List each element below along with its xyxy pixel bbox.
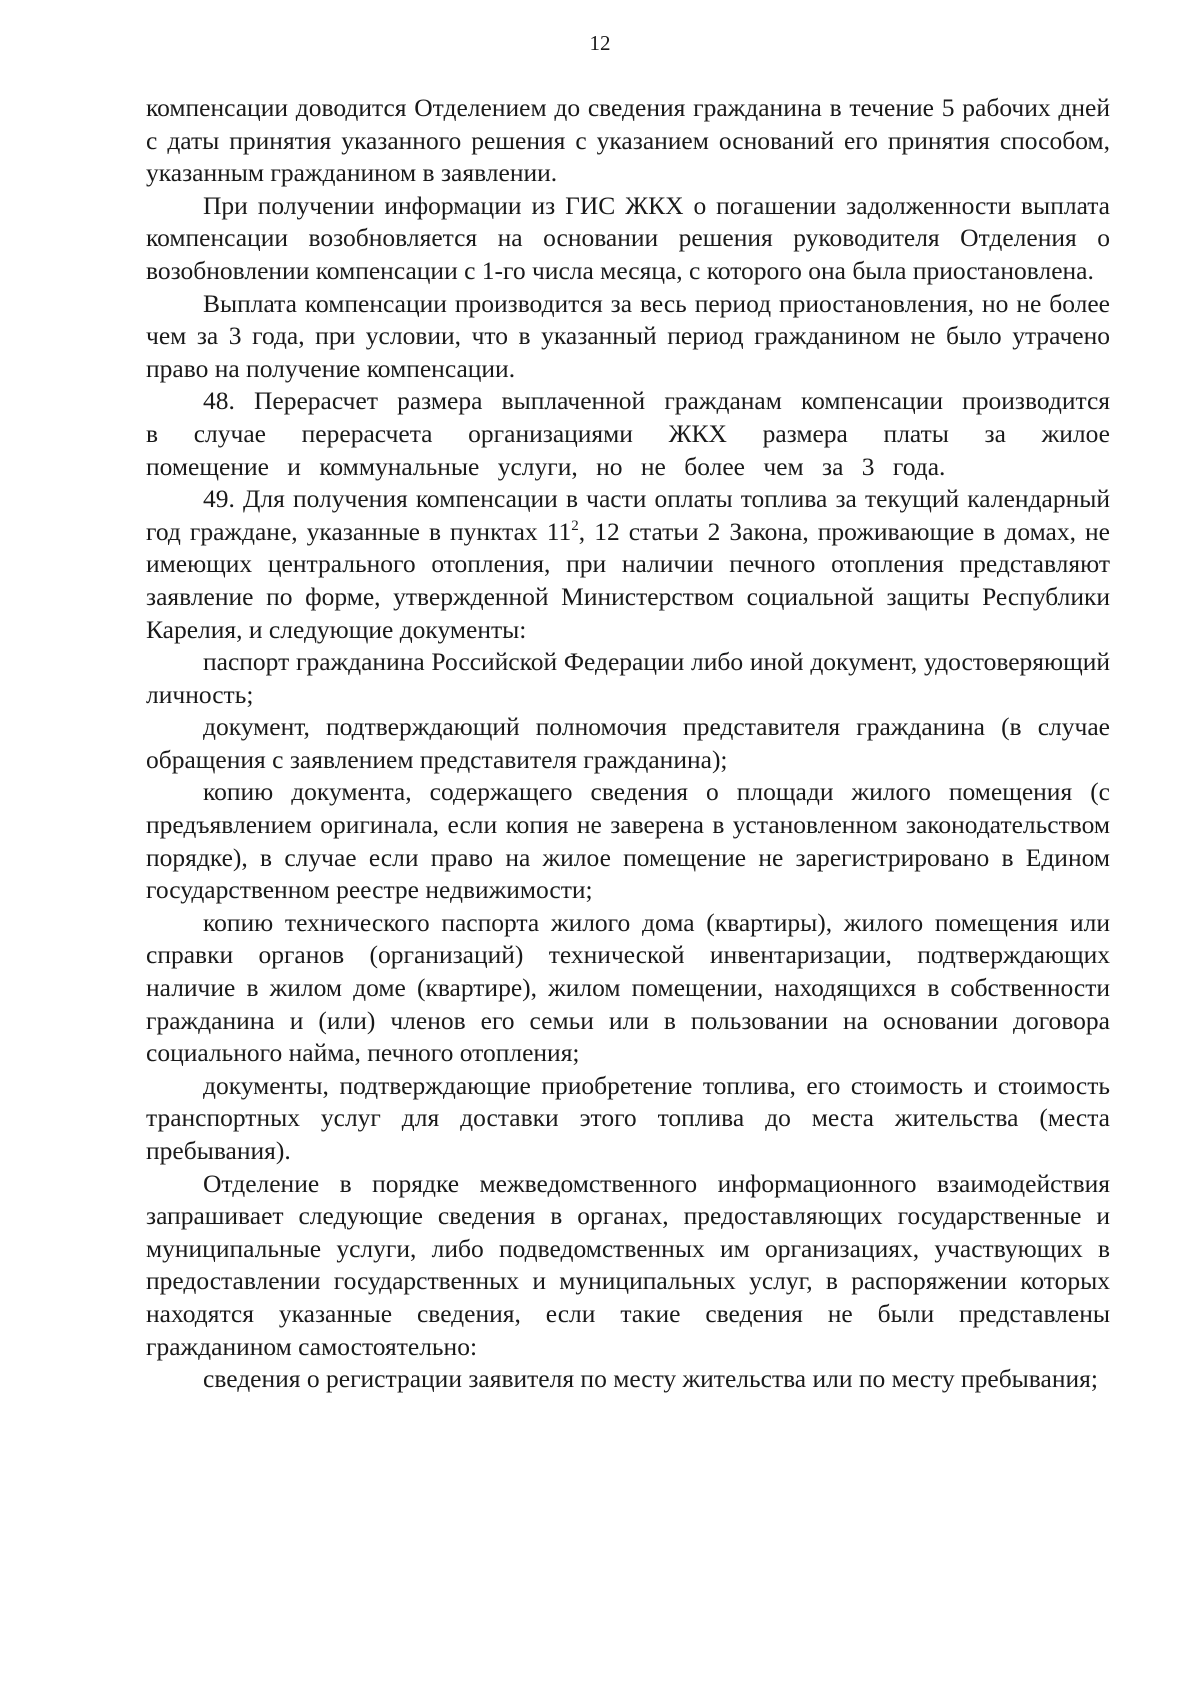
list-item-passport: паспорт гражданина Российской Федерации либо иной документ, удостоверяющий личность; — [146, 647, 1110, 709]
list-item-fuel-documents: документы, подтверждающие приобретение топлива, его стоимость и стоимость транспортных услуг для доставки этого топлива до места жительства (места пребывания). — [146, 1070, 1110, 1165]
paragraph-compensation-notice: компенсации доводится Отделением до сведения гражданина в течение 5 рабочих дней с даты принятия указанного решения с указанием оснований его принятия способом, указанным гражданином в заявлении. — [146, 93, 1110, 188]
list-item-technical-passport: копию технического паспорта жилого дома (квартиры), жилого помещения или справки органов (организаций) технической инвентаризации, подтверждающих наличие в жилом доме (квартире), жилом помещении, находящихся в собственности гражданина и (или) членов его семьи или в пользовании на основании договора социального найма, печного отопления; — [146, 907, 1110, 1068]
paragraph-interagency-request: Отделение в порядке межведомственного информационного взаимодействия запрашивает следующие сведения в органах, предоставляющих государственные и муниципальные услуги, либо подведомственных им организациях, участвующих в предоставлении государственных и муниципальных услуг, в распоряжении которых находятся указанные сведения, если такие сведения не были представлены гражданином самостоятельно: — [146, 1168, 1110, 1361]
paragraph-item-49 — [146, 483, 1110, 646]
paragraph-item-48: 48. Перерасчет размера выплаченной гражданам компенсации производится в случае перерасчета организациями ЖКХ размера платы за жилое помещение и коммунальные услуги, но не более чем за 3 года. — [146, 386, 1110, 481]
list-item-authority-document: документ, подтверждающий полномочия представителя гражданина (в случае обращения с заявлением представителя гражданина); — [146, 712, 1110, 774]
paragraph-resumption: При получении информации из ГИС ЖКХ о погашении задолженности выплата компенсации возобновляется на основании решения руководителя Отделения о возобновлении компенсации с 1-го числа месяца, с которого она была приостановлена. — [146, 190, 1110, 285]
list-item-registration-info: сведения о регистрации заявителя по месту жительства или по месту пребывания; — [203, 1364, 1098, 1394]
document-body — [146, 92, 1110, 1396]
item-49-text-end: , 12 статьи 2 Закона, проживающие в домах, не имеющих центрального отопления, при наличии печного отопления представляют заявление по форме, утвержденной Министерством социальной защиты Республики Карелия, и следующие документы: — [146, 516, 1111, 644]
list-item-area-document: копию документа, содержащего сведения о площади жилого помещения (с предъявлением оригинала, если копия не заверена в установленном законодательством порядке), в случае если право на жилое помещение не зарегистрировано в Едином государственном реестре недвижимости; — [146, 777, 1110, 905]
paragraph-payment-period: Выплата компенсации производится за весь период приостановления, но не более чем за 3 года, при условии, что в указанный период гражданином не было утрачено право на получение компенсации. — [146, 288, 1110, 383]
page-number: 12 — [589, 31, 611, 55]
item-49-text-start: 49. Для получения компенсации в части оплаты топлива за текущий календарный год граждане, указанные в пунктах 11 — [146, 484, 1110, 546]
item-49-superscript: 2 — [571, 517, 579, 534]
